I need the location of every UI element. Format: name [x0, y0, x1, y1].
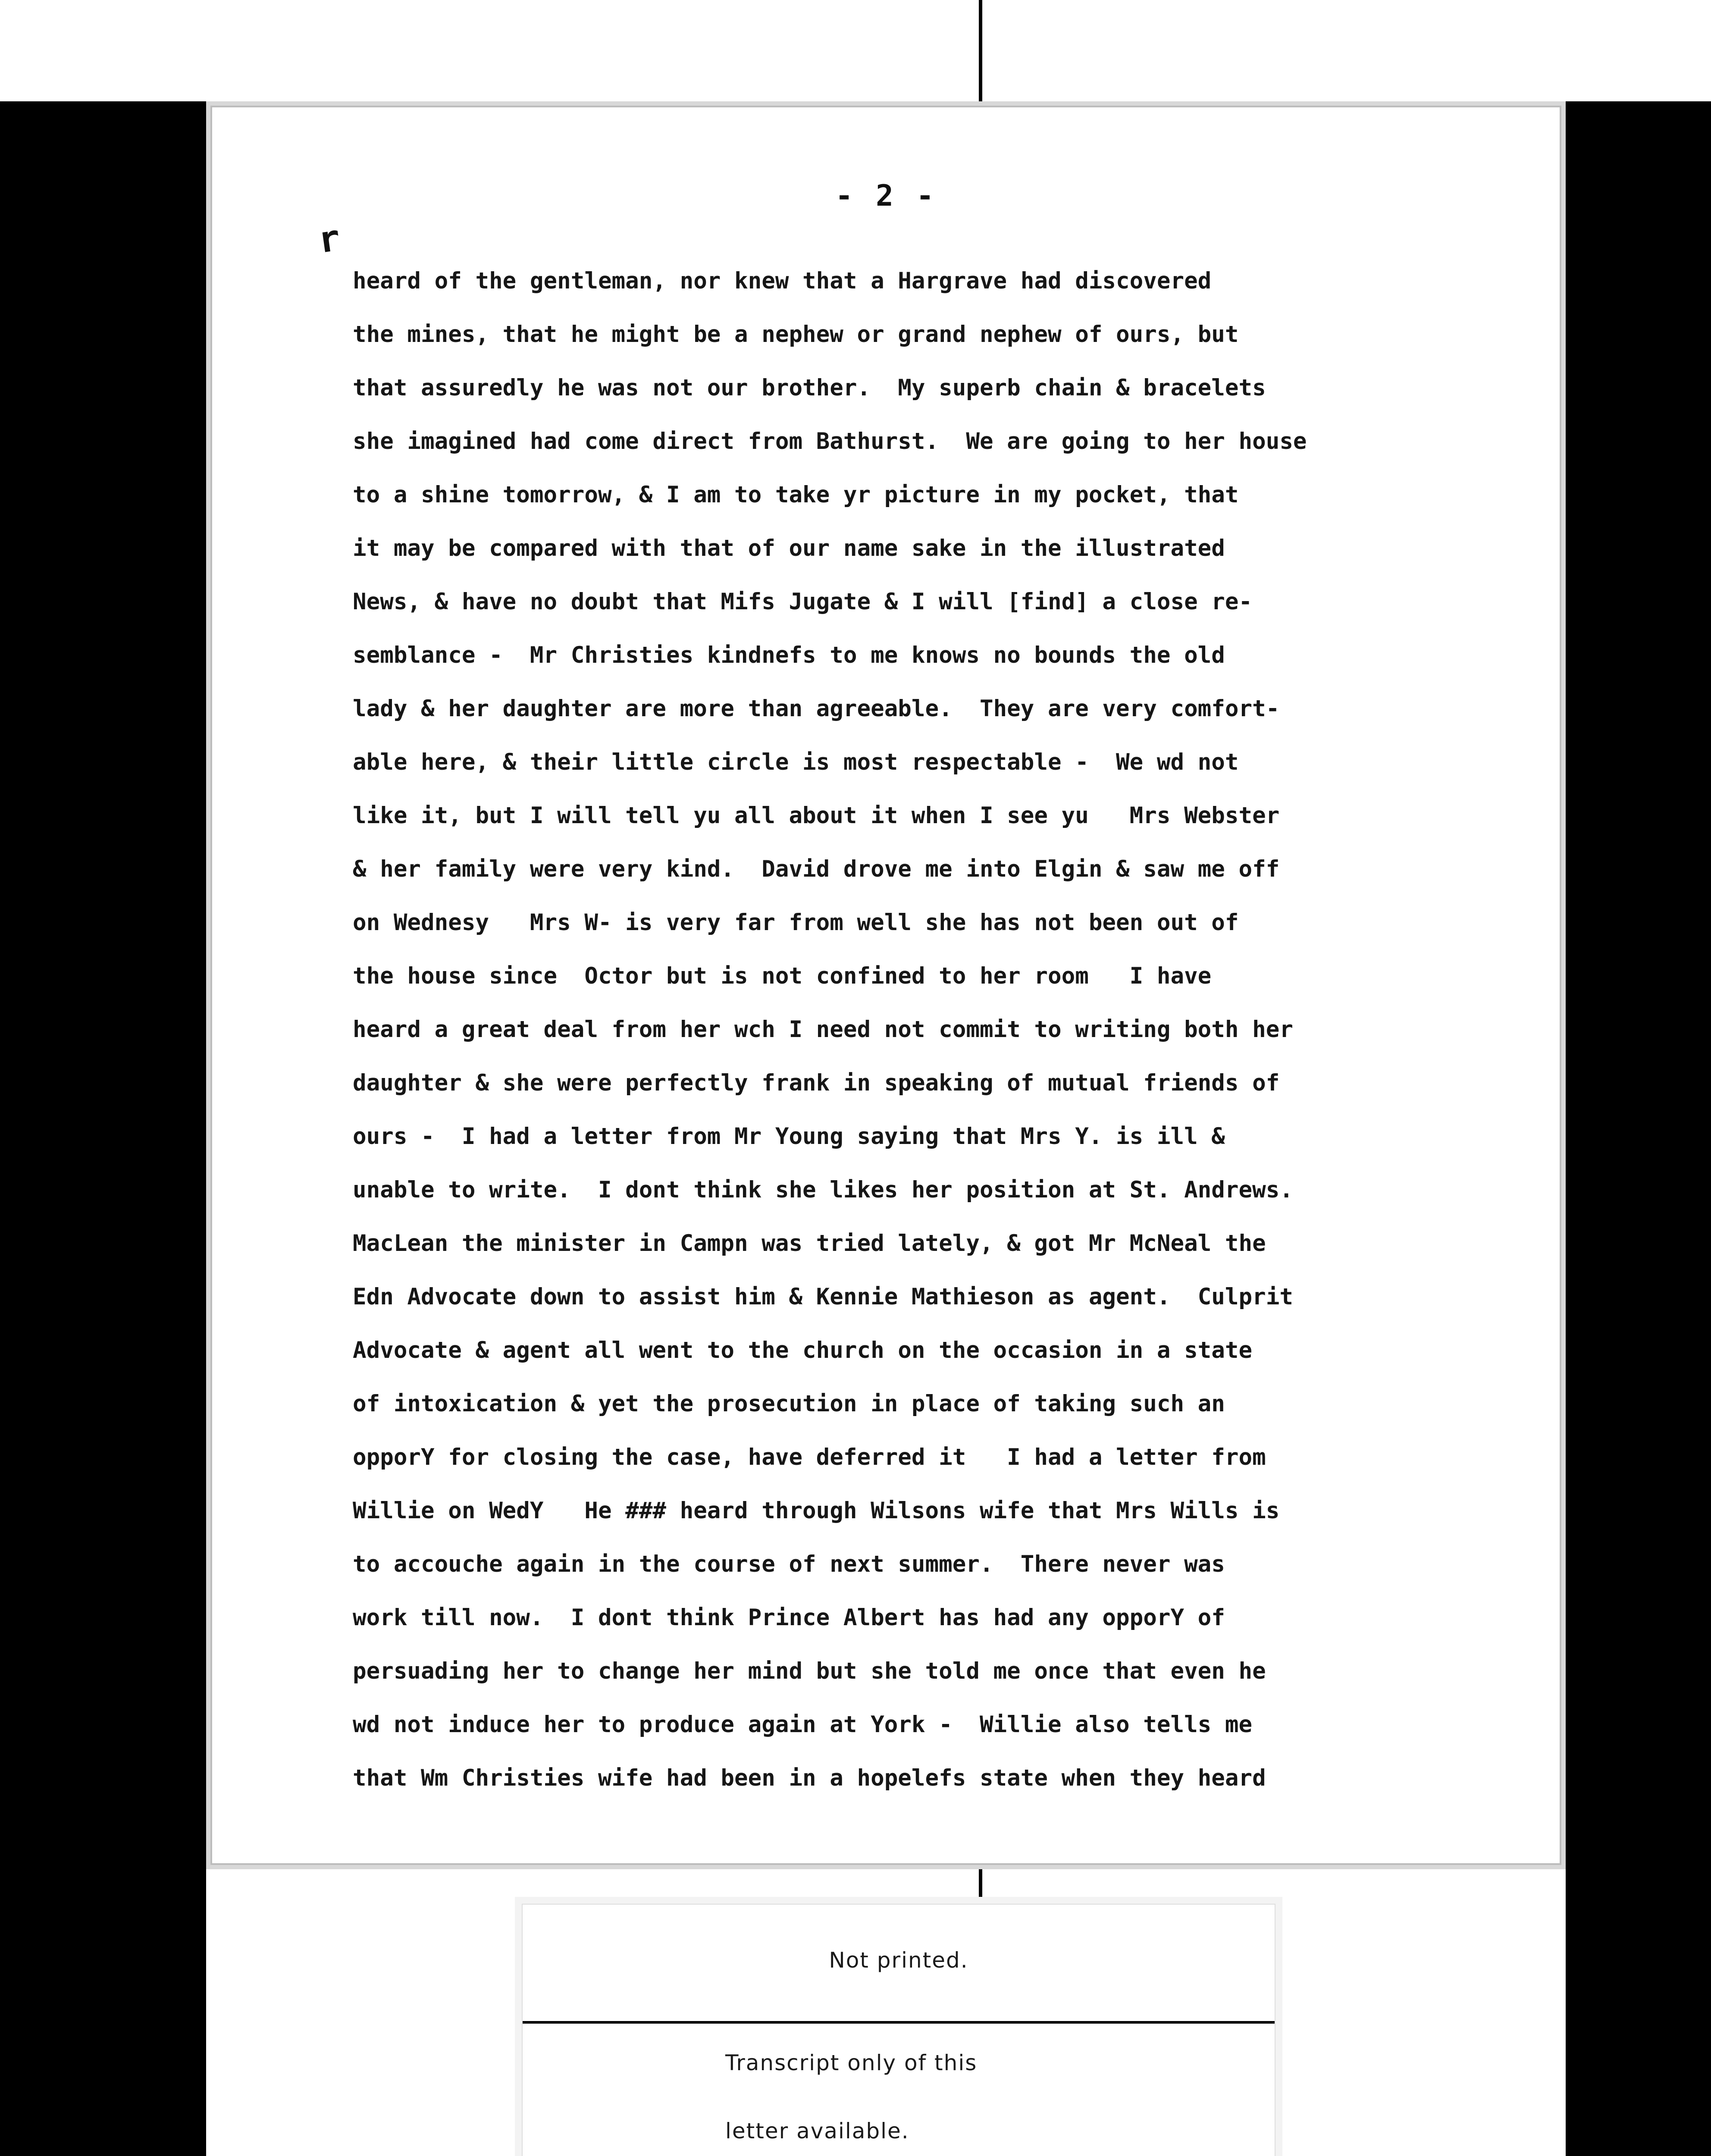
- letter-line: semblance - Mr Christies kindnefs to me knows no bounds the old: [353, 642, 1225, 668]
- letter-body: [353, 254, 1569, 1805]
- note-transcript-only: Transcript only of this: [725, 2050, 978, 2075]
- letter-line: Willie on WedY He ### heard through Wilsons wife that Mrs Wills is: [353, 1498, 1280, 1524]
- letter-line: that assuredly he was not our brother. My superb chain & bracelets: [353, 375, 1266, 401]
- letter-line: work till now. I dont think Prince Albert has had any opporY of: [353, 1604, 1225, 1631]
- letter-line: the mines, that he might be a nephew or grand nephew of ours, but: [353, 321, 1239, 348]
- bottom-divider-line: [979, 1869, 982, 1904]
- letter-line: able here, & their little circle is most respectable - We wd not: [353, 749, 1239, 775]
- letter-line: heard a great deal from her wch I need not commit to writing both her: [353, 1016, 1293, 1043]
- letter-line: heard of the gentleman, nor knew that a Hargrave had discovered: [353, 268, 1212, 294]
- letter-page: [206, 101, 1566, 1869]
- letter-line: MacLean the minister in Campn was tried lately, & got Mr McNeal the: [353, 1230, 1266, 1257]
- letter-line: ours - I had a letter from Mr Young saying that Mrs Y. is ill &: [353, 1123, 1225, 1150]
- top-divider-line: [979, 0, 982, 101]
- letter-line: lady & her daughter are more than agreeable. They are very comfort-: [353, 696, 1280, 722]
- letter-line: on Wednesy Mrs W- is very far from well she has not been out of: [353, 909, 1239, 936]
- note-letter-available: letter available.: [725, 2118, 909, 2143]
- letter-line: the house since Octor but is not confined to her room I have: [353, 963, 1212, 989]
- letter-line: unable to write. I dont think she likes her position at St. Andrews.: [353, 1177, 1293, 1203]
- letter-line: like it, but I will tell yu all about it when I see yu Mrs Webster: [353, 802, 1280, 829]
- page-number: - 2 -: [835, 179, 937, 213]
- letter-line: opporY for closing the case, have deferred it I had a letter from: [353, 1444, 1266, 1470]
- transcript-note-card: [522, 1904, 1275, 2156]
- letter-line: wd not induce her to produce again at York - Willie also tells me: [353, 1711, 1253, 1738]
- letter-line: daughter & she were perfectly frank in speaking of mutual friends of: [353, 1070, 1280, 1096]
- letter-line: & her family were very kind. David drove me into Elgin & saw me off: [353, 856, 1280, 882]
- letter-line: it may be compared with that of our name sake in the illustrated: [353, 535, 1225, 561]
- letter-line: to a shine tomorrow, & I am to take yr picture in my pocket, that: [353, 482, 1239, 508]
- corner-mark: r: [315, 216, 343, 262]
- letter-line: News, & have no doubt that Mifs Jugate & I will [find] a close re-: [353, 589, 1253, 615]
- note-divider-rule: [523, 2021, 1275, 2024]
- letter-line: that Wm Christies wife had been in a hopelefs state when they heard: [353, 1765, 1266, 1791]
- letter-line: persuading her to change her mind but she told me once that even he: [353, 1658, 1266, 1684]
- letter-line: Advocate & agent all went to the church on the occasion in a state: [353, 1337, 1253, 1363]
- letter-line: to accouche again in the course of next summer. There never was: [353, 1551, 1225, 1577]
- note-not-printed: Not printed.: [829, 1948, 968, 1973]
- letter-line: Edn Advocate down to assist him & Kennie Mathieson as agent. Culprit: [353, 1284, 1293, 1310]
- top-margin-strip: [0, 0, 1711, 101]
- letter-line: of intoxication & yet the prosecution in place of taking such an: [353, 1391, 1225, 1417]
- letter-line: she imagined had come direct from Bathurst. We are going to her house: [353, 428, 1307, 454]
